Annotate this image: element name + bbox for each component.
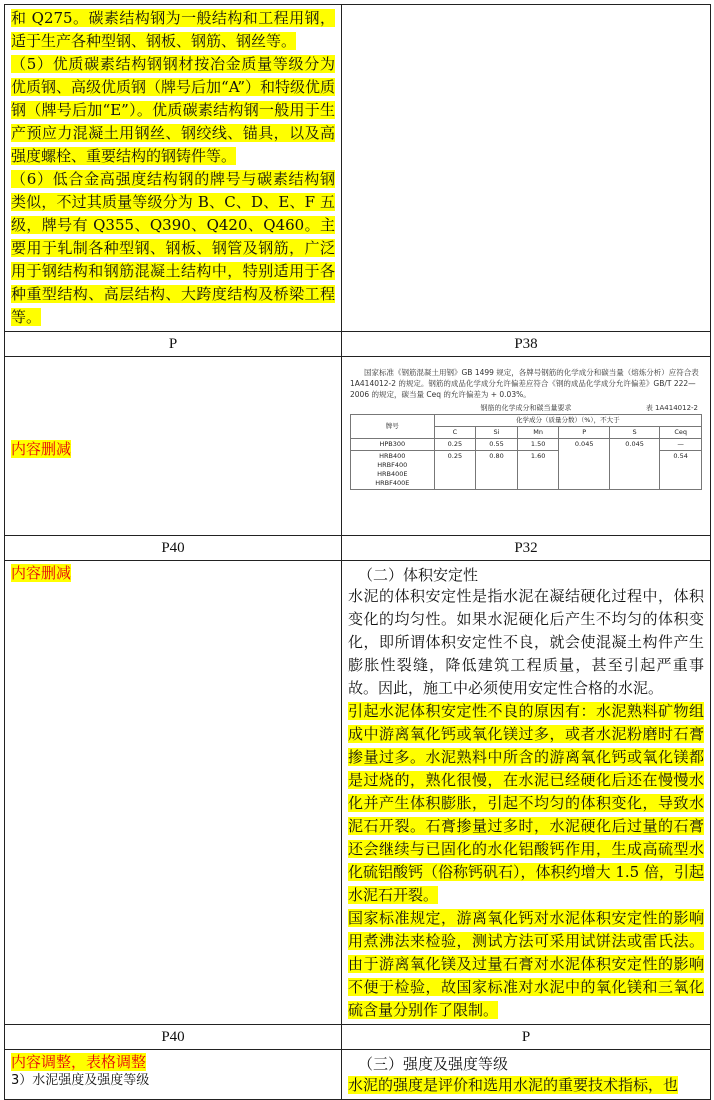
content-row-2 <box>5 357 711 536</box>
label3-left: P40 <box>5 1025 342 1050</box>
scanned-book-excerpt <box>350 367 702 527</box>
chem-cell: 0.045 <box>559 439 609 490</box>
soundness-paragraph-2: 引起水泥体积安定性不良的原因有：水泥熟料矿物组成中游离氧化钙或氧化镁过多，或者水泥粉磨时石膏掺量过多。水泥熟料中所含的游离氧化钙或氧化镁都是过烧的，熟化很慢，在水泥已经硬化后还在慢慢水化并产生体积膨胀，引起不均匀的体积变化，导致水泥石开裂。石膏掺量过多时，水泥硬化后过量的石膏还会继续与已固化的水化铝酸钙作用，生成高硫型水化硫铝酸钙（俗称钙矾石），体积约增大 1.5 倍，引起水泥石开裂。 <box>348 702 704 904</box>
chem-col-si: Si <box>476 427 518 439</box>
label1-right: P38 <box>342 332 711 357</box>
chem-header-grade: 牌号 <box>351 415 435 439</box>
chem-cell: 0.54 <box>660 451 702 490</box>
excerpt-intro: 国家标准《钢筋混凝土用钢》GB 1499 规定，各牌号钢筋的化学成分和碳当量（熔炼分析）应符合表 1A414012-2 的规定。钢筋的成品化学成分允许偏差应符合《钢的成品化学成分允许偏差》GB/T 222—2006 的规定，碳当量 Ceq 的允许偏差为 + 0.03%。 <box>350 368 699 399</box>
row1-right-cell <box>342 5 711 332</box>
row1-paragraph-2: （5）优质碳素结构钢钢材按冶金质量等级分为优质钢、高级优质钢（牌号后加“A”）和特级优质钢（牌号后加“E”）。优质碳素结构钢一般用于生产预应力混凝土用钢丝、钢绞线、锚具，以及高强度螺栓、重要结构的钢铸件等。 <box>11 55 335 165</box>
grade-name: HRBF400 <box>377 461 408 469</box>
row2-left-cell <box>5 357 342 536</box>
chem-header-group: 化学成分（质量分数）（%），不大于 <box>434 415 701 427</box>
chem-col-s: S <box>609 427 659 439</box>
label1-left: P <box>5 332 342 357</box>
row1-paragraph-3: （6）低合金高强度结构钢的牌号与碳素结构钢类似，不过其质量等级分为 B、C、D、E、F 五级，牌号有 Q355、Q390、Q420、Q460。主要用于轧制各种型钢、钢板、钢管及钢筋，广泛用于钢结构和钢筋混凝土结构中，特别适用于各种重型结构、高层结构、大跨度结构及桥梁工程等。 <box>11 170 335 326</box>
chem-cell-grades <box>351 451 435 490</box>
chem-col-ceq: Ceq <box>660 427 702 439</box>
deletion-notice-2: 内容删减 <box>11 564 72 582</box>
grade-name: HRB400 <box>379 452 406 460</box>
chem-cell: HPB300 <box>351 439 435 451</box>
chem-cell: 0.045 <box>609 439 659 490</box>
row4-left-cell <box>5 1050 342 1100</box>
page-label-row-1 <box>5 332 711 357</box>
grade-name: HRBF400E <box>375 479 410 487</box>
strength-heading-old: 3）水泥强度及强度等级 <box>11 1073 150 1088</box>
label3-right: P <box>342 1025 711 1050</box>
section-title-strength: （三）强度及强度等级 <box>358 1055 509 1073</box>
strength-paragraph: 水泥的强度是评价和选用水泥的重要技术指标，也 <box>348 1076 679 1094</box>
label2-left: P40 <box>5 536 342 561</box>
label2-right: P32 <box>342 536 711 561</box>
row2-right-cell <box>342 357 711 536</box>
content-row-3 <box>5 561 711 1025</box>
chem-cell: 1.60 <box>517 451 559 490</box>
adjustment-notice: 内容调整，表格调整 <box>11 1053 147 1071</box>
soundness-paragraph-3: 国家标准规定，游离氧化钙对水泥体积安定性的影响用煮沸法来检验，测试方法可采用试饼法或雷氏法。由于游离氧化镁及过量石膏对水泥体积安定性的影响不便于检验，故国家标准对水泥中的氧化镁和三氧化硫含量分别作了限制。 <box>348 909 704 1019</box>
deletion-notice-1: 内容删减 <box>11 440 72 458</box>
row3-left-cell <box>5 561 342 1025</box>
row1-left-cell <box>5 5 342 332</box>
excerpt-table-caption: 钢筋的化学成分和碳当量要求 表 1A414012-2 <box>480 404 698 412</box>
chem-col-mn: Mn <box>517 427 559 439</box>
excerpt-table-number: 表 1A414012-2 <box>645 404 698 412</box>
chem-cell: 0.25 <box>434 451 476 490</box>
content-row-1 <box>5 5 711 332</box>
row4-right-cell <box>342 1050 711 1100</box>
soundness-paragraph-1: 水泥的体积安定性是指水泥在凝结硬化过程中，体积变化的均匀性。如果水泥硬化后产生不均匀的体积变化，即所谓体积安定性不良，就会使混凝土构件产生膨胀性裂缝，降低建筑工程质量，甚至引起严重事故。因此，施工中必须使用安定性合格的水泥。 <box>348 587 704 697</box>
chem-cell: 0.55 <box>476 439 518 451</box>
chem-cell: 1.50 <box>517 439 559 451</box>
chem-col-p: P <box>559 427 609 439</box>
page-label-row-2 <box>5 536 711 561</box>
chem-cell: 0.25 <box>434 439 476 451</box>
grade-name: HRB400E <box>377 470 408 478</box>
row1-paragraph-1: 和 Q275。碳素结构钢为一般结构和工程用钢，适于生产各种型钢、钢板、钢筋、钢丝等。 <box>11 9 335 50</box>
chem-cell: 0.80 <box>476 451 518 490</box>
content-row-4 <box>5 1050 711 1100</box>
chemical-composition-table <box>350 414 702 490</box>
section-title-soundness: （二）体积安定性 <box>358 566 479 584</box>
chem-cell: — <box>660 439 702 451</box>
chem-col-c: C <box>434 427 476 439</box>
comparison-table <box>4 4 711 1100</box>
chem-row-hpb300 <box>351 439 702 451</box>
row3-right-cell <box>342 561 711 1025</box>
